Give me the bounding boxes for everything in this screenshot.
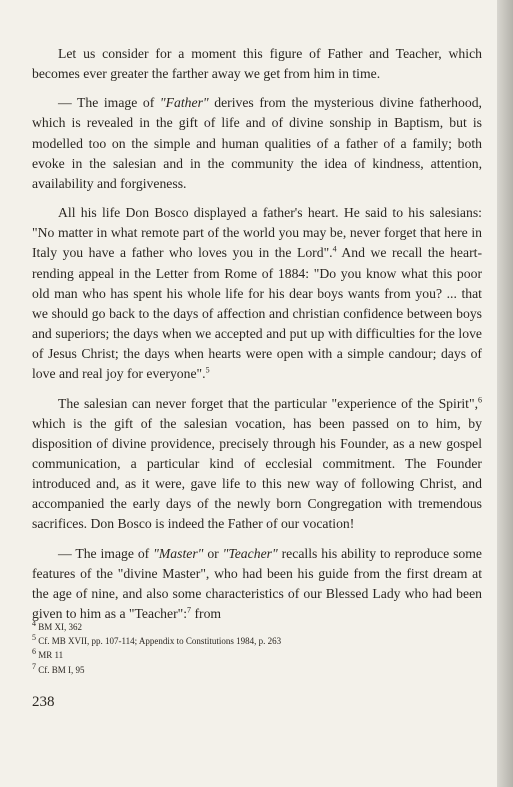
footnote-6: $^6$ MR 11 — [32, 647, 64, 661]
text-run: — The image of — [58, 95, 160, 111]
paragraph-p1 — [32, 44, 482, 84]
paragraph-p4 — [32, 394, 482, 535]
text-run: Let us consider for a moment this figure of Father and Teacher, which becomes ever greater the farther away we get from him in time. — [32, 46, 482, 82]
page-edge-shadow — [497, 0, 513, 787]
emphasis-text: "Master" — [153, 545, 204, 561]
footnote-ref: 4 — [332, 244, 337, 254]
footnote-5: $^5$ Cf. MB XVII, pp. 107-114; Appendix to Constitutions 1984, p. 263 — [32, 633, 282, 647]
page-number: 238 — [32, 694, 55, 710]
paragraph-p5 — [32, 544, 482, 625]
footnote-ref: 7 — [187, 605, 192, 615]
text-run: derives from the mysterious divine fatherhood, which is revealed in the gift of life and of divine sonship in Baptism, but is modelled too on the simple and human qualities of a father of a family; both evoke in the salesian and in the community the idea of kindness, attention, availability and forgiveness. — [32, 95, 482, 191]
paragraph-p3 — [32, 203, 482, 384]
footnote-ref: 6 — [478, 394, 482, 404]
text-run: or — [203, 545, 223, 561]
footnote-7: $^7$ Cf. BM I, 95 — [32, 661, 85, 675]
emphasis-text: "Teacher" — [222, 545, 278, 561]
text-run: — The image of — [58, 545, 154, 561]
text-run: And we recall the heart-rending appeal in the Letter from Rome of 1884: "Do you know what this poor old man who has spent his whole life for his dear boys wants from you? ... that we should go back to the days of affection and christian confidence between boys and superiors; the days when we accepted and put up with difficulties for the love of Jesus Christ; the days when hearts were open with a simple candour; days of love and real joy for everyone". — [32, 245, 482, 382]
text-run: recalls his ability to reproduce some features of the "divine Master", who had been his guide from the first dream at the age of nine, and also some characteristics of our Blessed Lady who had been given to him as a "Teacher": — [32, 545, 482, 622]
footnote-4: $^4$ BM XI, 362 — [32, 619, 83, 632]
body-text — [32, 44, 482, 633]
paragraph-p2 — [32, 93, 482, 194]
text-run: which is the gift of the salesian vocation, has been passed on to him, by disposition of divine providence, precisely through his Founder, as a new gospel communication, a particular kind of ecclesial commitment. The Founder introduced and, as it were, gave life to this new way of following Christ, and accompanied the early days of the newly born Congregation with tremendous sacrifices. Don Bosco is indeed the Father of our vocation! — [32, 415, 482, 532]
footnote-ref: 5 — [205, 365, 210, 375]
text-run: All his life Don Bosco displayed a father's heart. He said to his salesians: "No matter in what remote part of the world you may be, never forget that here in Italy you have a father who loves you in the Lord". — [32, 205, 482, 261]
text-run: The salesian can never forget that the particular "experience of the Spirit", — [58, 395, 478, 411]
footnotes — [32, 620, 472, 677]
text-run: from — [191, 606, 222, 622]
emphasis-text: "Father" — [159, 95, 209, 111]
